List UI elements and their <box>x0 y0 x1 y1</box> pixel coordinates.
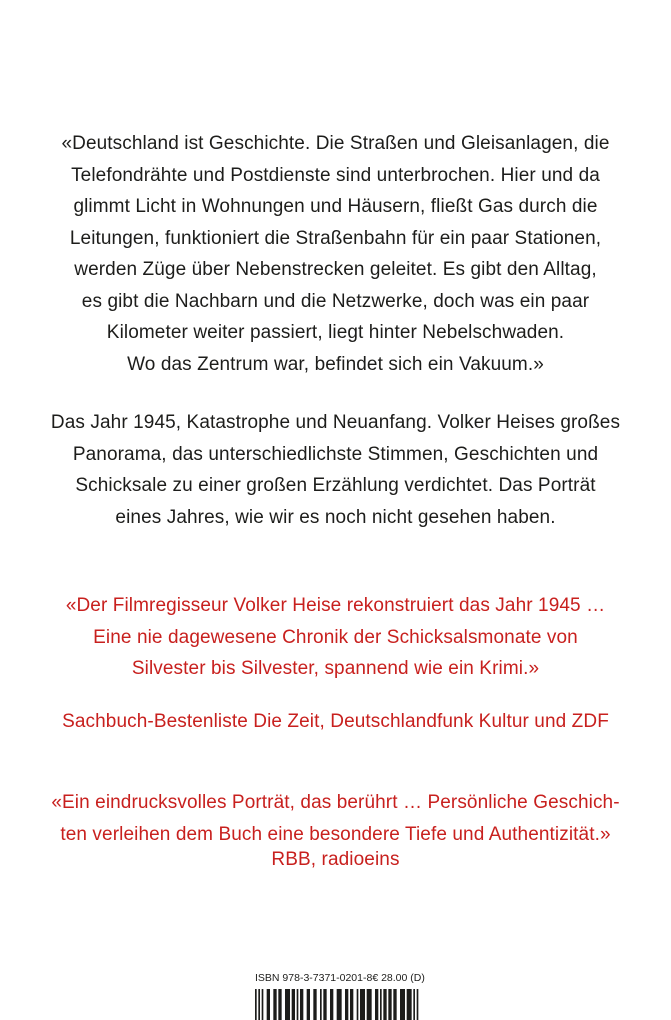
description-line: Panorama, das unterschiedlichste Stimmen, Geschichten und <box>72 443 599 465</box>
review-line: Eine nie dagewesene Chronik der Schicksalsmonate von <box>93 626 578 648</box>
barcode-bar <box>375 989 378 1020</box>
quote-line: «Deutschland ist Geschichte. Die Straßen und Gleisanlagen, die <box>61 133 610 154</box>
quote-line: Telefondrähte und Postdienste sind unterbrochen. Hier und da <box>71 164 600 186</box>
barcode-bar <box>278 989 281 1020</box>
barcode-bar <box>307 989 310 1020</box>
description-line: Schicksale zu einer großen Erzählung verdichtet. Das Porträt <box>75 475 596 496</box>
barcode-bar <box>413 989 415 1020</box>
barcode-bar <box>285 989 290 1020</box>
description-line: Das Jahr 1945, Katastrophe und Neuanfang. Volker Heises großes <box>50 412 621 433</box>
isbn-number: ISBN 978-3-7371-0201-8 <box>255 972 373 984</box>
barcode-bar <box>417 989 419 1020</box>
blurb-description <box>0 407 671 533</box>
barcode-bar <box>360 989 365 1020</box>
barcode-bar <box>407 989 412 1020</box>
barcode-bar <box>258 989 260 1020</box>
barcode-bar <box>323 989 326 1020</box>
barcode-bar <box>300 989 303 1020</box>
review-line: «Ein eindrucksvolles Porträt, das berührt … Persönliche Geschich- <box>51 792 620 813</box>
barcode-bar <box>383 989 386 1020</box>
barcode-bar <box>388 989 391 1020</box>
barcode-bar <box>337 989 342 1020</box>
barcode-bar <box>313 989 316 1020</box>
review-quote-1 <box>0 590 671 685</box>
barcode-bar <box>267 989 270 1020</box>
barcode-bar <box>357 989 359 1020</box>
quote-line: es gibt die Nachbarn und die Netzwerke, doch was ein paar <box>81 290 590 312</box>
blurb-quote <box>0 128 671 380</box>
quote-line: glimmt Licht in Wohnungen und Häusern, fließt Gas durch die <box>73 196 598 217</box>
review-line: Silvester bis Silvester, spannend wie ein Krimi.» <box>131 658 540 679</box>
barcode-bar <box>380 989 382 1020</box>
review-source-1 <box>0 706 671 738</box>
barcode-bar <box>273 989 276 1020</box>
barcode-bar <box>367 989 372 1020</box>
description-line: eines Jahres, wie wir es noch nicht gesehen haben. <box>115 506 556 528</box>
barcode-bar <box>262 989 264 1020</box>
isbn-price-row <box>255 972 423 984</box>
barcode-bar <box>255 989 257 1020</box>
barcode-bar <box>350 989 353 1020</box>
review-source-2 <box>0 844 671 876</box>
barcode-bar <box>400 989 405 1020</box>
review-line: «Der Filmregisseur Volker Heise rekonstruiert das Jahr 1945 … <box>65 595 606 616</box>
quote-line: werden Züge über Nebenstrecken geleitet. Es gibt den Alltag, <box>74 259 597 280</box>
quote-line: Leitungen, funktioniert die Straßenbahn für ein paar Stationen, <box>69 227 602 249</box>
barcode-icon <box>255 989 420 1020</box>
quote-line: Wo das Zentrum war, befindet sich ein Vakuum.» <box>127 353 544 375</box>
review-quote-2 <box>0 787 671 850</box>
barcode-bar <box>330 989 333 1020</box>
review-line: ten verleihen dem Buch eine besondere Tiefe und Authentizität.» <box>60 823 611 845</box>
barcode-bar <box>297 989 299 1020</box>
barcode-bar <box>292 989 295 1020</box>
barcode-bar <box>320 989 322 1020</box>
quote-line: Kilometer weiter passiert, liegt hinter Nebelschwaden. <box>106 322 565 343</box>
price: € 28.00 (D) <box>372 972 425 984</box>
barcode-bar <box>345 989 348 1020</box>
review-source-text: RBB, radioeins <box>271 849 400 870</box>
review-source-text: Sachbuch-Bestenliste Die Zeit, Deutschlandfunk Kultur und ZDF <box>62 711 609 732</box>
barcode-bar <box>393 989 396 1020</box>
